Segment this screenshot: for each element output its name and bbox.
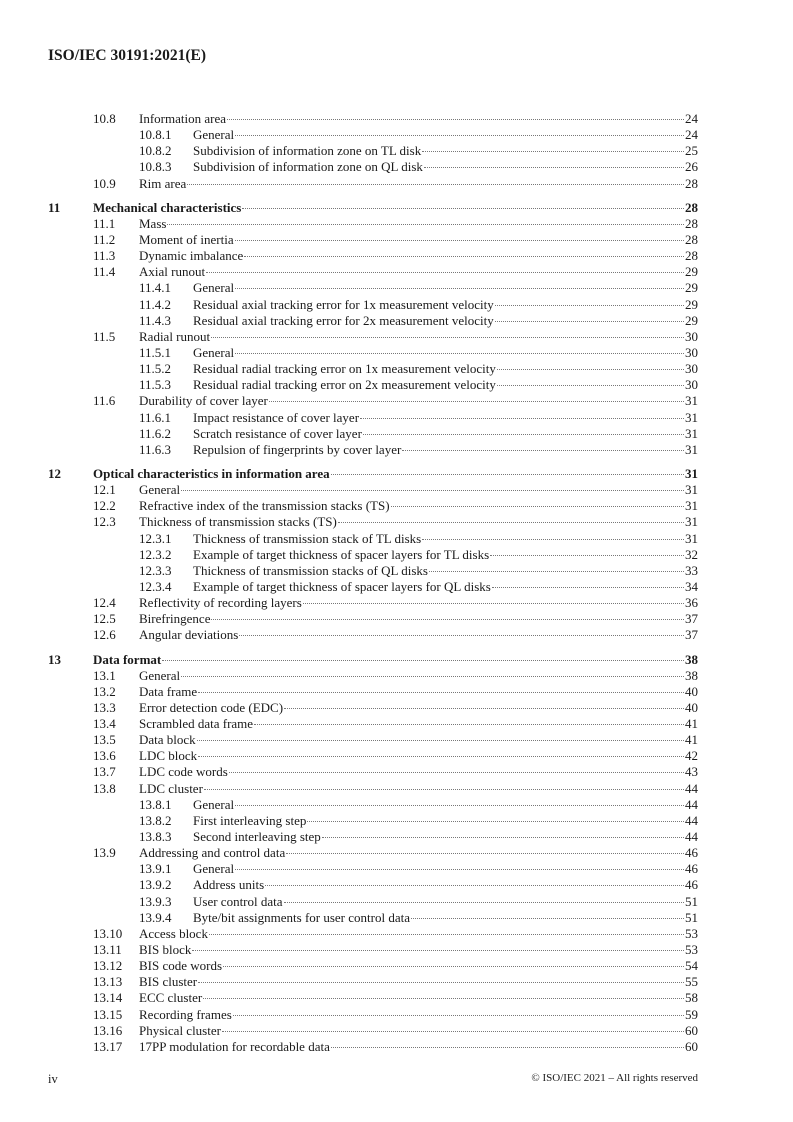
toc-entry-title: LDC block	[139, 748, 198, 764]
dot-leader	[497, 385, 684, 386]
toc-entry-number: 13	[48, 651, 61, 667]
toc-entry-page: 40	[685, 699, 698, 715]
dot-leader	[198, 756, 684, 757]
dot-leader	[429, 571, 684, 572]
toc-entry-title: Angular deviations	[139, 627, 239, 643]
toc-entry-title: BIS block	[139, 942, 192, 958]
toc-entry-number: 11.5.1	[139, 344, 172, 360]
toc-entry-number: 10.9	[93, 175, 116, 191]
toc-entry-title: Birefringence	[139, 611, 211, 627]
toc-entry-title: General	[193, 861, 235, 877]
dot-leader	[492, 587, 684, 588]
toc-entry-title: Dynamic imbalance	[139, 248, 244, 264]
toc-entry-page: 38	[685, 667, 698, 683]
toc-entry-number: 11.4.2	[139, 296, 172, 312]
toc-entry-title: General	[139, 667, 181, 683]
toc-entry-page: 53	[685, 942, 698, 958]
dot-leader	[497, 369, 684, 370]
toc-entry-title: Address units	[193, 877, 265, 893]
toc-entry-number: 13.2	[93, 683, 116, 699]
dot-leader	[235, 805, 684, 806]
toc-entry[interactable]	[48, 482, 698, 498]
toc-entry[interactable]	[48, 926, 698, 942]
dot-leader	[233, 1015, 684, 1016]
toc-entry-page: 37	[685, 611, 698, 627]
dot-leader	[244, 256, 684, 257]
toc-entry[interactable]	[48, 910, 698, 926]
toc-entry-number: 13.9.1	[139, 861, 172, 877]
dot-leader	[391, 506, 684, 507]
toc-entry[interactable]	[48, 781, 698, 797]
toc-entry-number: 11.3	[93, 248, 116, 264]
dot-leader	[187, 184, 684, 185]
toc-entry[interactable]	[48, 176, 698, 192]
dot-leader	[203, 998, 684, 999]
toc-entry-page: 25	[685, 143, 698, 159]
toc-entry-title: BIS cluster	[139, 974, 198, 990]
toc-entry[interactable]	[48, 627, 698, 643]
toc-entry[interactable]	[48, 813, 698, 829]
toc-entry-number: 13.3	[93, 699, 116, 715]
dot-leader	[198, 692, 684, 693]
toc-entry-title: Scratch resistance of cover layer	[193, 425, 362, 441]
toc-entry-page: 43	[685, 764, 698, 780]
dot-leader	[235, 288, 684, 289]
dot-leader	[235, 135, 684, 136]
toc-entry[interactable]	[48, 942, 698, 958]
toc-entry-number: 13.6	[93, 748, 116, 764]
dot-leader	[254, 724, 684, 725]
toc-entry-page: 31	[685, 514, 698, 530]
dot-leader	[286, 853, 684, 854]
toc-entry[interactable]	[48, 361, 698, 377]
toc-entry-title: Recording frames	[139, 1006, 232, 1022]
toc-entry[interactable]	[48, 845, 698, 861]
toc-entry[interactable]	[48, 216, 698, 232]
toc-entry-number: 13.9	[93, 845, 116, 861]
dot-leader	[322, 837, 684, 838]
toc-entry[interactable]	[48, 797, 698, 813]
toc-entry[interactable]	[48, 264, 698, 280]
toc-entry-page: 46	[685, 877, 698, 893]
toc-entry-number: 11.6.3	[139, 441, 172, 457]
toc-entry-number: 11.5.3	[139, 377, 172, 393]
toc-entry-number: 13.14	[93, 990, 123, 1006]
toc-entry-number: 11.4.1	[139, 280, 172, 296]
toc-entry[interactable]	[48, 611, 698, 627]
toc-entry-number: 12.2	[93, 498, 116, 514]
toc-entry[interactable]	[48, 232, 698, 248]
toc-entry-number: 11.4.3	[139, 312, 172, 328]
toc-entry-page: 59	[685, 1006, 698, 1022]
toc-entry-number: 11.5.2	[139, 361, 172, 377]
toc-entry-page: 31	[685, 409, 698, 425]
toc-entry-page: 41	[685, 732, 698, 748]
toc-entry-title: Example of target thickness of spacer layers for QL disks	[193, 578, 491, 594]
dot-leader	[284, 902, 684, 903]
toc-entry[interactable]	[48, 280, 698, 296]
dot-leader	[181, 676, 684, 677]
toc-entry-title: Error detection code (EDC)	[139, 699, 284, 715]
toc-entry-title: Optical characteristics in information area	[93, 465, 330, 481]
dot-leader	[490, 555, 684, 556]
toc-entry[interactable]	[48, 377, 698, 393]
toc-entry-number: 13.15	[93, 1006, 123, 1022]
dot-leader	[235, 869, 684, 870]
dot-leader	[363, 434, 684, 435]
toc-entry-number: 12.3.3	[139, 562, 172, 578]
toc-entry-number: 12.3.1	[139, 530, 172, 546]
toc-entry-title: Byte/bit assignments for user control data	[193, 909, 410, 925]
toc-entry-title: General	[193, 127, 235, 143]
toc-entry[interactable]	[48, 764, 698, 780]
toc-entry-page: 24	[685, 127, 698, 143]
toc-entry-page: 31	[685, 482, 698, 498]
toc-entry-title: Radial runout	[139, 328, 211, 344]
toc-entry-number: 13.8.2	[139, 812, 172, 828]
toc-entry-page: 60	[685, 1022, 698, 1038]
toc-chapter-entry[interactable]	[48, 652, 698, 668]
toc-entry-page: 28	[685, 248, 698, 264]
toc-entry-title: LDC code words	[139, 764, 228, 780]
toc-entry-page: 29	[685, 312, 698, 328]
dot-leader	[192, 950, 684, 951]
dot-leader	[162, 660, 684, 661]
toc-entry-page: 29	[685, 296, 698, 312]
toc-entry-page: 28	[685, 175, 698, 191]
dot-leader	[411, 918, 684, 919]
toc-entry[interactable]	[48, 297, 698, 313]
toc-entry[interactable]	[48, 1023, 698, 1039]
toc-entry-title: Second interleaving step	[193, 829, 321, 845]
toc-entry[interactable]	[48, 732, 698, 748]
toc-entry-page: 44	[685, 796, 698, 812]
toc-entry[interactable]	[48, 143, 698, 159]
dot-leader	[495, 321, 684, 322]
toc-entry-page: 46	[685, 861, 698, 877]
dot-leader	[239, 635, 684, 636]
toc-entry-page: 28	[685, 199, 698, 215]
toc-entry-page: 36	[685, 595, 698, 611]
toc-entry-number: 12.6	[93, 627, 116, 643]
toc-entry[interactable]	[48, 829, 698, 845]
dot-leader	[495, 305, 684, 306]
toc-entry-title: First interleaving step	[193, 812, 307, 828]
toc-entry-title: Durability of cover layer	[139, 393, 268, 409]
toc-entry[interactable]	[48, 563, 698, 579]
toc-entry[interactable]	[48, 111, 698, 127]
toc-entry-page: 44	[685, 780, 698, 796]
toc-entry-page: 33	[685, 562, 698, 578]
toc-entry-title: Physical cluster	[139, 1022, 221, 1038]
toc-entry[interactable]	[48, 684, 698, 700]
toc-entry-title: Information area	[139, 111, 226, 126]
toc-entry-number: 12.3.2	[139, 546, 172, 562]
toc-entry-number: 13.16	[93, 1022, 123, 1038]
toc-entry[interactable]	[48, 877, 698, 893]
toc-entry-number: 10.8.2	[139, 143, 172, 159]
toc-entry-page: 44	[685, 829, 698, 845]
toc-entry[interactable]	[48, 595, 698, 611]
toc-entry-page: 46	[685, 845, 698, 861]
toc-entry-title: Residual axial tracking error for 1x measurement velocity	[193, 296, 494, 312]
dot-leader	[204, 789, 684, 790]
dot-leader	[229, 772, 684, 773]
toc-entry-number: 11.4	[93, 264, 116, 280]
toc-entry-number: 13.12	[93, 958, 123, 974]
toc-entry-title: Residual radial tracking error on 1x measurement velocity	[193, 361, 496, 377]
toc-entry-page: 31	[685, 498, 698, 514]
toc-entry-page: 29	[685, 264, 698, 280]
toc-entry[interactable]	[48, 748, 698, 764]
toc-entry-page: 31	[685, 465, 698, 481]
dot-leader	[265, 885, 684, 886]
toc-entry[interactable]	[48, 345, 698, 361]
toc-entry-page: 51	[685, 893, 698, 909]
toc-entry-page: 32	[685, 546, 698, 562]
toc-entry[interactable]	[48, 861, 698, 877]
toc-entry[interactable]	[48, 531, 698, 547]
dot-leader	[167, 224, 684, 225]
toc-entry-number: 13.5	[93, 732, 116, 748]
toc-entry-page: 51	[685, 909, 698, 925]
toc-entry-number: 12	[48, 465, 61, 481]
toc-entry-title: LDC cluster	[139, 780, 203, 796]
toc-entry[interactable]	[48, 410, 698, 426]
toc-entry-title: General	[193, 280, 235, 296]
document-id-header: ISO/IEC 30191:2021(E)	[48, 47, 207, 64]
toc-entry-number: 10.8.3	[139, 159, 172, 175]
toc-entry[interactable]	[48, 716, 698, 732]
toc-entry-number: 11.1	[93, 215, 116, 231]
dot-leader	[424, 167, 684, 168]
toc-entry[interactable]	[48, 442, 698, 458]
dot-leader	[360, 418, 684, 419]
toc-entry-title: Reflectivity of recording layers	[139, 595, 302, 611]
toc-entry-page: 30	[685, 361, 698, 377]
toc-entry-page: 60	[685, 1038, 698, 1054]
toc-entry-page: 55	[685, 974, 698, 990]
toc-entry-number: 12.3	[93, 514, 116, 530]
toc-entry-title: Mass	[139, 215, 167, 231]
dot-leader	[307, 821, 684, 822]
toc-entry-number: 13.9.4	[139, 909, 172, 925]
toc-entry-title: 17PP modulation for recordable data	[139, 1038, 330, 1054]
dot-leader	[303, 603, 684, 604]
toc-entry-title: Data format	[93, 651, 162, 667]
toc-entry-page: 54	[685, 958, 698, 974]
toc-entry-number: 11.6.1	[139, 409, 172, 425]
dot-leader	[211, 619, 684, 620]
dot-leader	[422, 151, 684, 152]
toc-entry-title: General	[193, 344, 235, 360]
dot-leader	[338, 522, 684, 523]
copyright-notice: © ISO/IEC 2021 – All rights reserved	[531, 1072, 698, 1084]
toc-entry[interactable]	[48, 127, 698, 143]
toc-entry[interactable]	[48, 579, 698, 595]
toc-entry-page: 28	[685, 215, 698, 231]
toc-entry-title: General	[193, 796, 235, 812]
toc-entry-title: Subdivision of information zone on QL disk	[193, 159, 423, 175]
toc-entry-page: 40	[685, 683, 698, 699]
toc-entry[interactable]	[48, 498, 698, 514]
toc-entry-title: Moment of inertia	[139, 231, 234, 247]
toc-entry-title: Data frame	[139, 683, 198, 699]
dot-leader	[235, 353, 684, 354]
toc-entry-number: 13.13	[93, 974, 123, 990]
toc-entry-page: 31	[685, 530, 698, 546]
toc-entry-page: 31	[685, 425, 698, 441]
toc-entry[interactable]	[48, 990, 698, 1006]
toc-entry-title: User control data	[193, 893, 283, 909]
toc-entry-title: Thickness of transmission stack of TL disks	[193, 530, 422, 546]
dot-leader	[211, 337, 684, 338]
toc-entry-title: Thickness of transmission stacks of QL disks	[193, 562, 428, 578]
toc-entry-page: 28	[685, 231, 698, 247]
toc-entry-title: ECC cluster	[139, 990, 203, 1006]
toc-entry-page: 24	[685, 111, 698, 126]
toc-entry[interactable]	[48, 547, 698, 563]
toc-entry-number: 13.9.2	[139, 877, 172, 893]
toc-entry-title: Residual radial tracking error on 2x measurement velocity	[193, 377, 496, 393]
toc-entry-title: Scrambled data frame	[139, 716, 254, 732]
toc-entry-number: 11.2	[93, 231, 116, 247]
toc-entry[interactable]	[48, 1007, 698, 1023]
toc-entry-title: Thickness of transmission stacks (TS)	[139, 514, 337, 530]
toc-entry-number: 11	[48, 199, 61, 215]
dot-leader	[331, 1047, 684, 1048]
toc-entry-number: 12.5	[93, 611, 116, 627]
toc-entry[interactable]	[48, 1039, 698, 1055]
table-of-contents	[48, 111, 698, 1055]
toc-entry-page: 26	[685, 159, 698, 175]
toc-entry[interactable]	[48, 668, 698, 684]
toc-entry-number: 13.7	[93, 764, 116, 780]
toc-entry-title: Example of target thickness of spacer layers for TL disks	[193, 546, 490, 562]
dot-leader	[402, 450, 684, 451]
toc-entry-page: 30	[685, 344, 698, 360]
toc-entry-page: 30	[685, 377, 698, 393]
toc-entry-page: 42	[685, 748, 698, 764]
toc-entry-title: Repulsion of fingerprints by cover layer	[193, 441, 402, 457]
toc-entry[interactable]	[48, 313, 698, 329]
toc-entry[interactable]	[48, 329, 698, 345]
toc-entry-title: Data block	[139, 732, 196, 748]
dot-leader	[331, 474, 684, 475]
dot-leader	[197, 740, 684, 741]
toc-entry-title: Residual axial tracking error for 2x measurement velocity	[193, 312, 494, 328]
toc-entry-title: BIS code words	[139, 958, 223, 974]
toc-entry-page: 41	[685, 716, 698, 732]
toc-entry[interactable]	[48, 974, 698, 990]
dot-leader	[198, 982, 684, 983]
toc-entry-title: Impact resistance of cover layer	[193, 409, 360, 425]
toc-entry-page: 34	[685, 578, 698, 594]
toc-entry[interactable]	[48, 426, 698, 442]
toc-entry-number: 13.1	[93, 667, 116, 683]
toc-entry-number: 13.8	[93, 780, 116, 796]
toc-entry[interactable]	[48, 159, 698, 175]
dot-leader	[242, 208, 684, 209]
toc-entry-page: 44	[685, 812, 698, 828]
toc-entry-page: 31	[685, 393, 698, 409]
toc-entry-number: 13.8.3	[139, 829, 172, 845]
dot-leader	[223, 966, 684, 967]
dot-leader	[222, 1031, 684, 1032]
dot-leader	[269, 401, 684, 402]
toc-entry-title: Rim area	[139, 175, 187, 191]
toc-entry[interactable]	[48, 248, 698, 264]
toc-entry-page: 29	[685, 280, 698, 296]
dot-leader	[209, 934, 684, 935]
toc-entry-number: 13.17	[93, 1038, 123, 1054]
toc-entry-title: Subdivision of information zone on TL disk	[193, 143, 422, 159]
toc-entry-number: 11.5	[93, 328, 116, 344]
toc-chapter-entry[interactable]	[48, 466, 698, 482]
dot-leader	[422, 539, 684, 540]
toc-entry-number: 13.9.3	[139, 893, 172, 909]
toc-entry[interactable]	[48, 894, 698, 910]
toc-entry-page: 38	[685, 651, 698, 667]
toc-entry-title: Mechanical characteristics	[93, 199, 242, 215]
dot-leader	[206, 272, 684, 273]
toc-entry-number: 11.6.2	[139, 425, 172, 441]
dot-leader	[284, 708, 684, 709]
toc-entry-title: Addressing and control data	[139, 845, 286, 861]
toc-entry-number: 13.4	[93, 716, 116, 732]
toc-entry-number: 12.1	[93, 482, 116, 498]
toc-entry-number: 11.6	[93, 393, 116, 409]
toc-entry-number: 10.8.1	[139, 127, 172, 143]
page-number: iv	[48, 1072, 58, 1086]
toc-entry-title: General	[139, 482, 181, 498]
toc-entry-page: 37	[685, 627, 698, 643]
toc-entry-page: 53	[685, 925, 698, 941]
dot-leader	[227, 119, 684, 120]
toc-entry-number: 12.3.4	[139, 578, 172, 594]
toc-entry[interactable]	[48, 393, 698, 409]
toc-entry[interactable]	[48, 958, 698, 974]
toc-entry-title: Axial runout	[139, 264, 206, 280]
toc-entry-number: 12.4	[93, 595, 116, 611]
toc-entry-page: 31	[685, 441, 698, 457]
dot-leader	[181, 490, 684, 491]
toc-entry-page: 58	[685, 990, 698, 1006]
toc-entry-number: 10.8	[93, 111, 116, 126]
dot-leader	[235, 240, 684, 241]
toc-entry[interactable]	[48, 700, 698, 716]
toc-entry-number: 13.8.1	[139, 796, 172, 812]
toc-entry-number: 13.10	[93, 925, 123, 941]
toc-entry[interactable]	[48, 514, 698, 530]
toc-chapter-entry[interactable]	[48, 200, 698, 216]
toc-entry-title: Access block	[139, 925, 208, 941]
toc-entry-title: Refractive index of the transmission stacks (TS)	[139, 498, 390, 514]
toc-entry-number: 13.11	[93, 942, 122, 958]
toc-entry-page: 30	[685, 328, 698, 344]
